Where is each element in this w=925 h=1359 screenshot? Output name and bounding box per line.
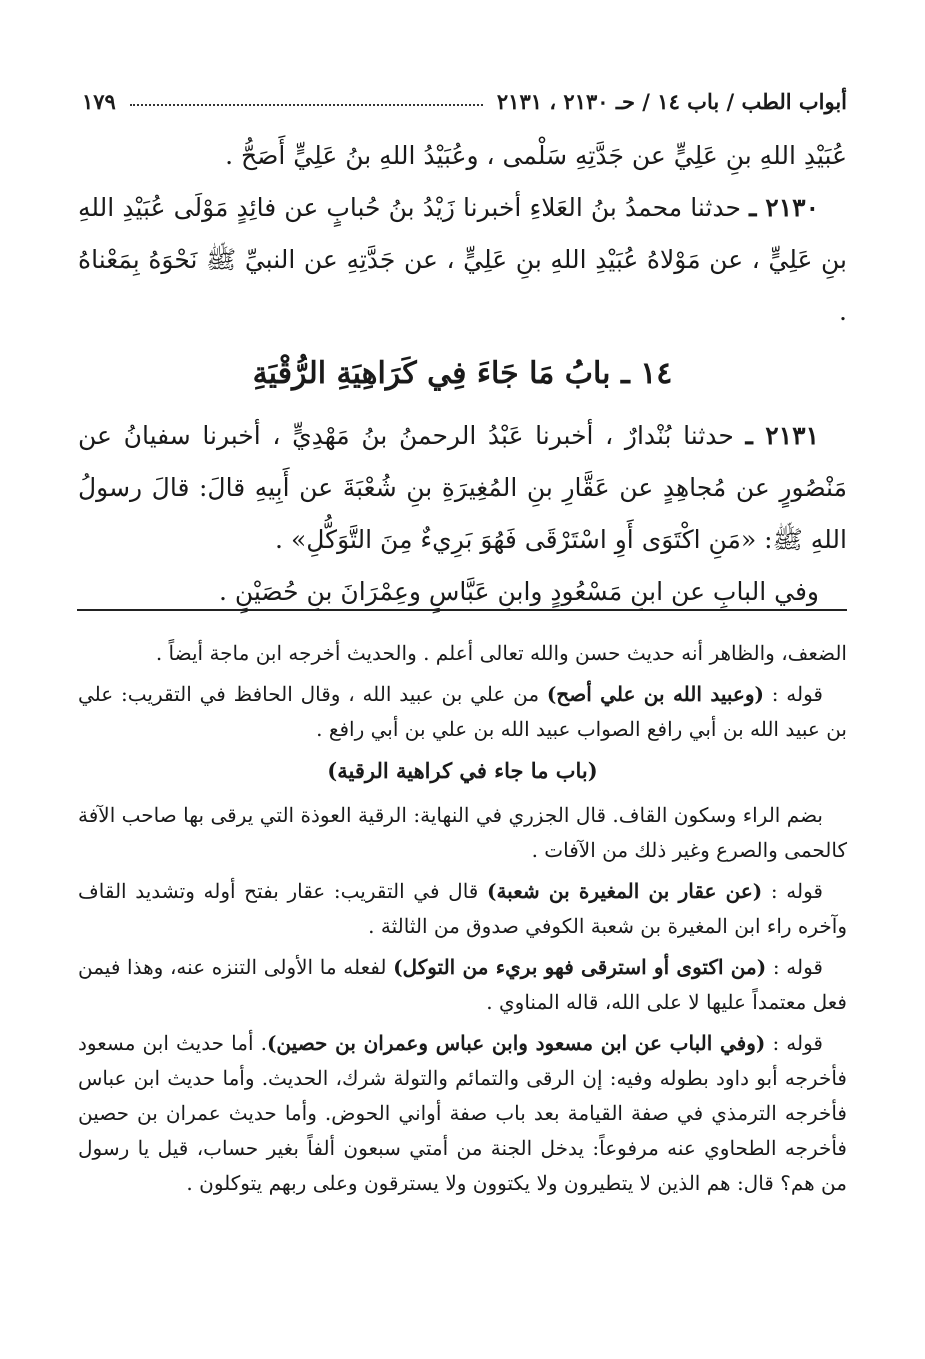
hadith-number: ٢١٣٠ ـ (749, 193, 820, 222)
commentary-paragraph (78, 950, 847, 1020)
hadith-2131 (78, 410, 847, 566)
commentary-paragraph (78, 874, 847, 944)
continuation-paragraph: عُبَيْدِ اللهِ بنِ عَلِيٍّ عن جَدَّتِهِ سَلْمى ، وعُبَيْدُ اللهِ بنُ عَلِيٍّ أَصَحُّ . (225, 141, 847, 170)
commentary-text: قال في التقريب: عقار بفتح أوله وتشديد القاف وآخره راء ابن المغيرة بن شعبة الكوفي صدوق من الثالثة . (78, 879, 847, 938)
hadith-text (78, 130, 847, 618)
commentary-text: . أما حديث ابن مسعود فأخرجه أبو داود بطوله وفيه: إن الرقى والتمائم والتولة شرك، الحديث. وأما حديث ابن عباس فأخرجه الترمذي في صفة القيامة بعد باب صفة أواني الحوض. وأما حديث عمران بن حصين فأخرجه الطحاوي عنه مرفوعاً: يدخل الجنة من أمتي سبعون ألفاً بغير حساب، قيل يا رسول من هم؟ قال: هم الذين لا يتطيرون ولا يكتوون ولا يسترقون وعلى ربهم يتوكلون . (78, 1031, 847, 1195)
qawluhu-label: قوله : (766, 955, 823, 979)
commentary-text: من علي بن عبيد الله ، وقال الحافظ في التقريب: علي بن عبيد الله بن أبي رافع الصواب عبيد الله بن علي بن أبي رافع . (78, 682, 847, 741)
qawluhu-label: قوله : (765, 1031, 823, 1055)
quoted-phrase: (وعبيد الله بن علي أصح) (546, 682, 764, 706)
commentary-paragraph (78, 677, 847, 747)
hadith-2130 (78, 182, 847, 338)
hadith-body: حدثنا محمدُ بنُ العَلاءِ أخبرنا زَيْدُ بنُ حُبابٍ عن فائِدٍ مَوْلَى عُبَيْدِ اللهِ بنِ عَلِيٍّ ، عن مَوْلاهُ عُبَيْدِ اللهِ بنِ عَلِيٍّ ، عن جَدَّتِهِ عن النبيِّ ﷺ نَحْوَهُ بِمَعْناهُ . (78, 193, 847, 326)
qawluhu-label: قوله : (763, 682, 823, 706)
commentary-heading: (باب ما جاء في كراهية الرقية) (327, 758, 598, 783)
header-title: أبواب الطب / باب ١٤ / حـ ٢١٣٠ ، ٢١٣١ (496, 88, 847, 114)
chapter-heading: ١٤ ـ بابُ مَا جَاءَ فِي كَرَاهِيَةِ الرُّقْيَةِ (252, 356, 673, 391)
running-header (82, 84, 847, 118)
qawluhu-label: قوله : (762, 879, 823, 903)
commentary-paragraph (78, 1026, 847, 1201)
commentary-paragraph: بضم الراء وسكون القاف. قال الجزري في النهاية: الرقية العوذة التي يرقى بها صاحب الآفة كالحمى والصرع وغير ذلك من الآفات . (78, 803, 847, 862)
commentary-paragraph: الضعف، والظاهر أنه حديث حسن والله تعالى أعلم . والحديث أخرجه ابن ماجة أيضاً . (155, 641, 847, 665)
quoted-phrase: (عن عقار بن المغيرة بن شعبة) (487, 879, 763, 903)
page-number: ١٧٩ (82, 88, 116, 114)
commentary (78, 636, 847, 1207)
quoted-phrase: (من اكتوى أو استرقى فهو بريء من التوكل) (393, 955, 767, 979)
footnote-separator (77, 609, 847, 611)
fil-bab-paragraph: وفي البابِ عن ابنِ مَسْعُودٍ وابنِ عَبَّاسٍ وعِمْرَانَ بنِ حُصَيْنٍ . (218, 577, 819, 606)
hadith-number: ٢١٣١ ـ (745, 421, 820, 450)
commentary-text: لفعله ما الأولى التنزه عنه، وهذا فيمن فعل معتمداً عليها لا على الله، قاله المناوي . (78, 955, 847, 1014)
header-dot-leader (130, 104, 483, 106)
hadith-body: حدثنا بُنْدارٌ ، أخبرنا عَبْدُ الرحمنُ بنُ مَهْدِيٍّ ، أخبرنا سفيانُ عن مَنْصُورٍ عن مُجاهِدٍ عن عَقَّارِ بنِ المُغِيرَةِ بنِ شُعْبَةَ عن أَبِيهِ قالَ: قالَ رسولُ اللهِ ﷺ: «مَنِ اكْتَوَى أَوِ اسْتَرْقَى فَهُوَ بَرِيءٌ مِنَ التَّوَكُّلِ» . (78, 421, 847, 554)
quoted-phrase: (وفي الباب عن ابن مسعود وابن عباس وعمران بن حصين) (266, 1031, 766, 1055)
